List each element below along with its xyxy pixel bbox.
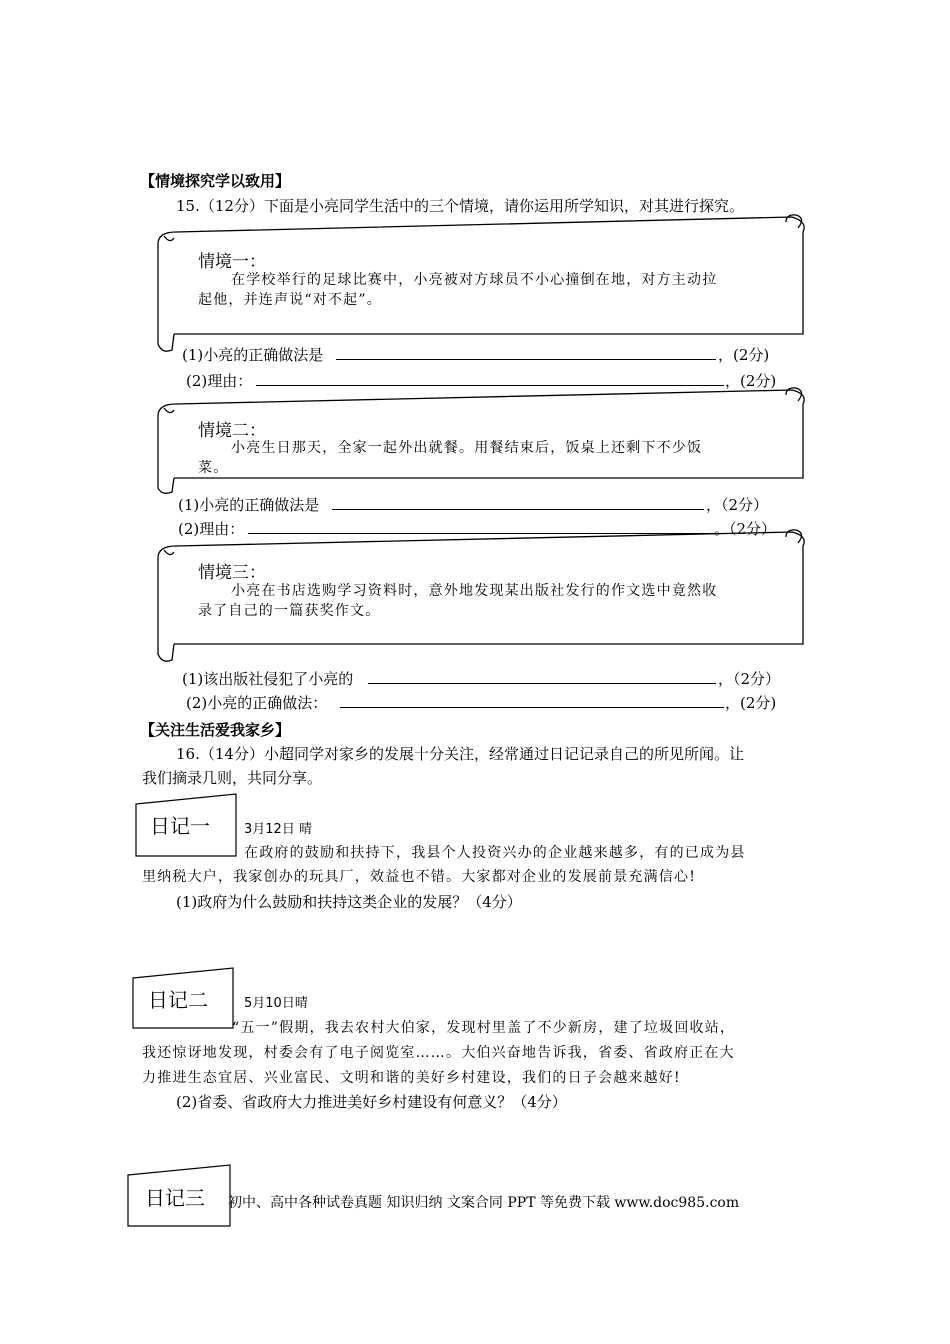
scenario-3-question-1-score: ，（2分） (718, 670, 781, 688)
scenario-1-text-line-1: 在学校举行的足球比赛中，小亮被对方球员不小心撞倒在地，对方主动拉 (231, 272, 718, 288)
diary-2-text-line-1: “五一”假期，我去农村大伯家，发现村里盖了不少新房，建了垃圾回收站， (232, 1020, 736, 1036)
scenario-1-question-2-label: (2)理由： (186, 372, 253, 390)
footer-text: 初中、高中各种试卷真题 知识归纳 文案合同 PPT 等免费下载 www.doc985.com (228, 1195, 740, 1211)
scenario-3-question-1-label: (1)该出版社侵犯了小亮的 (182, 670, 354, 688)
scenario-2-text-line-2: 菜。 (198, 460, 229, 476)
scenario-1-question-1-label: (1)小亮的正确做法是 (182, 346, 324, 364)
scenario-2-question-2-label: (2)理由： (178, 520, 245, 538)
diary-1-date: 3月12日 晴 (244, 822, 312, 837)
diary-3-label: 日记三 (145, 1186, 205, 1210)
scenario-1-question-1-score: ，(2分) (718, 346, 770, 364)
diary-1-text-line-2: 里纳税大户，我家创办的玩具厂，效益也不错。大家都对企业的发展前景充满信心! (142, 869, 697, 885)
question-15-intro: 15.（12分）下面是小亮同学生活中的三个情境，请你运用所学知识，对其进行探究。 (176, 197, 744, 215)
scenario-1-question-2-score: ，(2分) (725, 372, 777, 390)
diary-2-text-line-2: 我还惊讶地发现，村委会有了电子阅览室……。大伯兴奋地告诉我，省委、省政府正在大 (142, 1045, 735, 1061)
scenario-3-question-2-label: (2)小亮的正确做法： (186, 694, 328, 712)
section-title-2: 【关注生活爱我家乡】 (140, 721, 291, 739)
diary-1-label: 日记一 (150, 814, 210, 838)
scenario-2-question-1-label: (1)小亮的正确做法是 (178, 496, 320, 514)
question-16-intro-line-2: 我们摘录几则，共同分享。 (142, 769, 323, 787)
scenario-2-title: 情境二： (198, 421, 266, 441)
scenario-3-question-2-score: ，(2分) (725, 694, 777, 712)
diary-2-text-line-3: 力推进生态宜居、兴业富民、文明和谐的美好乡村建设，我们的日子会越来越好! (142, 1070, 681, 1086)
diary-1-text-line-1: 在政府的鼓励和扶持下，我县个人投资兴办的企业越来越多，有的已成为县 (244, 845, 746, 861)
scenario-3-text-line-1: 小亮在书店选购学习资料时，意外地发现某出版社发行的作文选中竟然收 (231, 583, 718, 599)
scenario-2-question-2-score: 。（2分） (714, 520, 777, 538)
diary-2-date: 5月10日晴 (244, 996, 308, 1011)
diary-2-label: 日记二 (148, 988, 208, 1012)
diary-2-question: (2)省委、省政府大力推进美好乡村建设有何意义？（4分） (176, 1093, 567, 1111)
question-16-intro-line-1: 16.（14分）小超同学对家乡的发展十分关注，经常通过日记记录自己的所见所闻。让 (176, 745, 744, 763)
scenario-3-title: 情境三： (198, 563, 266, 583)
scenario-2-text-line-1: 小亮生日那天，全家一起外出就餐。用餐结束后，饭桌上还剩下不少饭 (231, 440, 703, 456)
scenario-1-text-line-2: 起他，并连声说“对不起”。 (198, 292, 382, 308)
diary-1-question: (1)政府为什么鼓励和扶持这类企业的发展？（4分） (176, 893, 522, 911)
scenario-2-question-1-score: ，（2分） (706, 496, 769, 514)
scenario-1-title: 情境一： (198, 252, 266, 272)
section-title-1: 【情境探究学以致用】 (140, 172, 291, 190)
scenario-3-text-line-2: 录了自己的一篇获奖作文。 (198, 603, 381, 619)
